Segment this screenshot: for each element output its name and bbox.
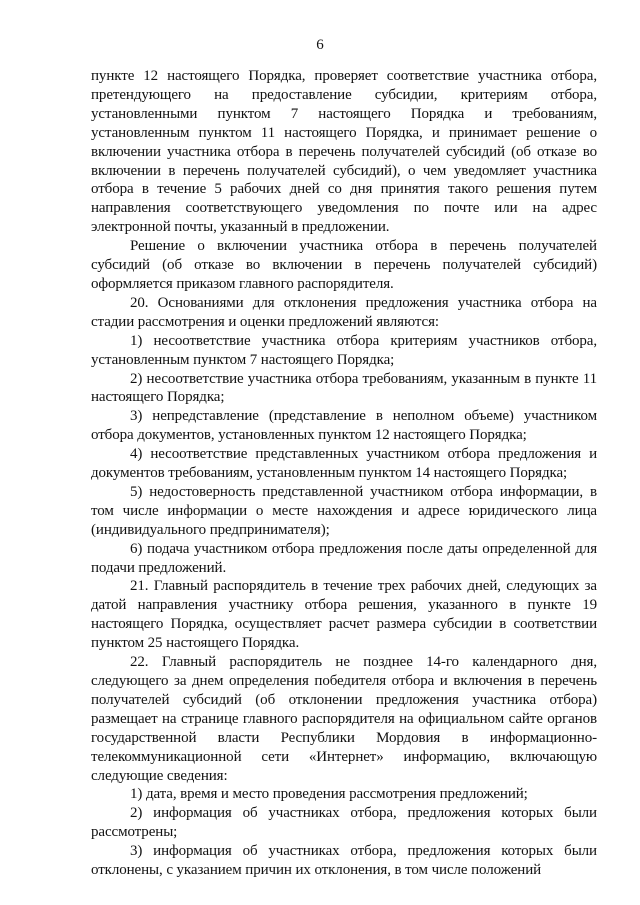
list-item-22-2: 2) информация об участниках отбора, предложения которых были рассмотрены; <box>91 805 597 841</box>
list-item-20-6: 6) подача участником отбора предложения после даты определенной для подачи предложений. <box>91 540 597 576</box>
paragraph-item-21: 21. Главный распорядитель в течение трех рабочих дней, следующих за датой направления участнику отбора решения, указанного в пункте 19 настоящего Порядка, осуществляет расчет размера субсидии в соответствии пунктом 25 настоящего Порядка. <box>91 578 597 652</box>
list-item-20-5: 5) недостоверность представленной участником отбора информации, в том числе информации о месте нахождения и адресе юридического лица (индивидуального предпринимателя); <box>91 483 597 538</box>
list-item-22-3: 3) информация об участниках отбора, предложения которых были отклонены, с указанием причин их отклонения, в том числе положений <box>91 843 597 879</box>
paragraph-decision: Решение о включении участника отбора в перечень получателей субсидий (об отказе во включении в перечень получателей субсидий) оформляется приказом главного распорядителя. <box>91 238 597 292</box>
list-item-20-1: 1) несоответствие участника отбора критериям участников отбора, установленным пунктом 7 настоящего Порядка; <box>91 332 597 368</box>
list-item-20-2: 2) несоответствие участника отбора требованиям, указанным в пункте 11 настоящего Порядка; <box>91 370 597 406</box>
document-body <box>91 67 597 880</box>
list-item-22-1: 1) дата, время и место проведения рассмотрения предложений; <box>130 786 528 803</box>
list-item-20-4: 4) несоответствие представленных участником отбора предложения и документов требованиям, установленным пунктом 14 настоящего Порядка; <box>91 446 597 482</box>
paragraph-item-22: 22. Главный распорядитель не позднее 14-го календарного дня, следующего за днем определения победителя отбора и включения в перечень получателей субсидий (об отклонении предложения участника отбора) размещает на странице главного распорядителя на официальном сайте органов государственной власти Республики Мордовия в информационно-телекоммуникационной сети «Интернет» информацию, включающую следующие сведения: <box>91 654 597 784</box>
paragraph-item-20: 20. Основаниями для отклонения предложения участника отбора на стадии рассмотрения и оценки предложений являются: <box>91 294 597 330</box>
list-item-20-3: 3) непредставление (представление в неполном объеме) участником отбора документов, установленных пунктом 12 настоящего Порядка; <box>91 408 597 444</box>
paragraph-continuation: пункте 12 настоящего Порядка, проверяет соответствие участника отбора, претендующего на предоставление субсидии, критериям отбора, установленными пунктом 7 настоящего Порядка и требованиям, установленным пунктом 11 настоящего Порядка, и принимает решение о включении участника отбора в перечень получателей субсидий (об отказе во включении в перечень получателей субсидий), о чем уведомляет участника отбора в течение 5 рабочих дней со дня принятия такого решения путем направления соответствующего уведомления по почте или на адрес электронной почты, указанный в предложении. <box>91 68 597 236</box>
page-number: 6 <box>316 37 324 53</box>
